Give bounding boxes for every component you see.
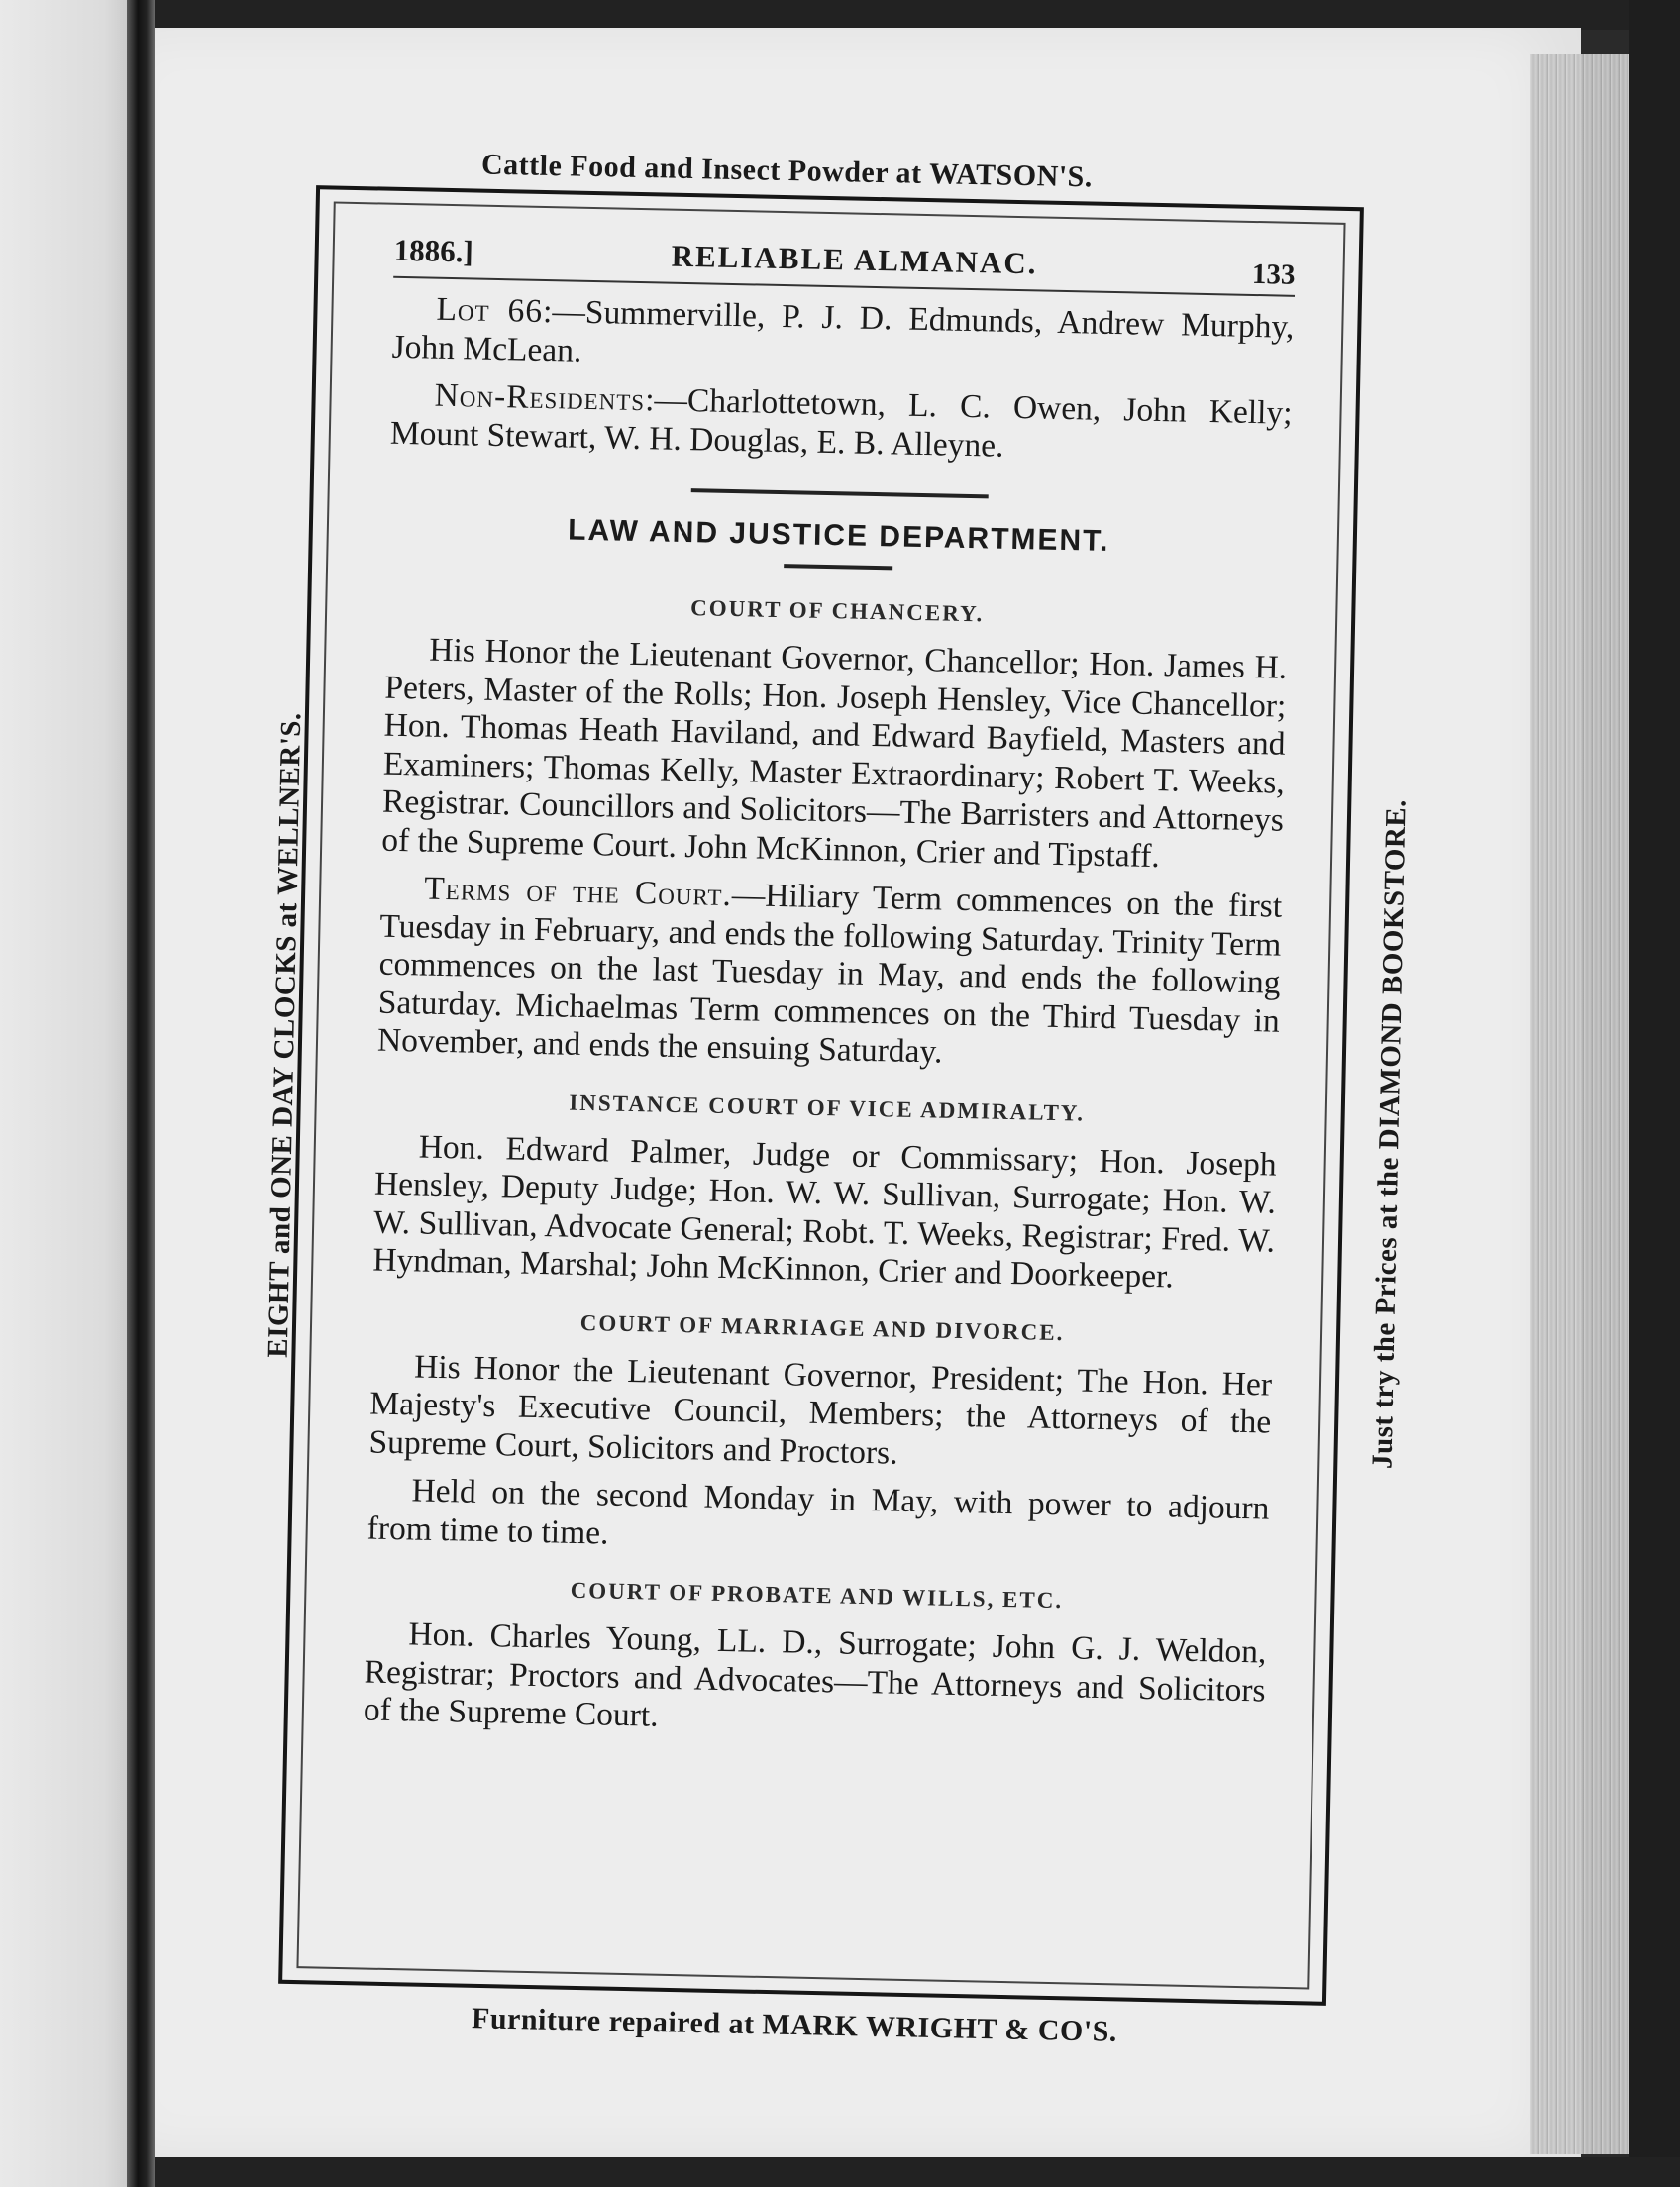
lot-66-lead: Lot 66 [436, 290, 544, 330]
non-residents-text: :—Charlottetown, L. C. Owen, John Kelly; Mount Stewart, W. H. Douglas, E. B. Alleyne. [389, 381, 1293, 465]
scan-border-top [155, 0, 1680, 30]
advert-top: Cattle Food and Insect Powder at WATSON'S. [480, 148, 1094, 194]
terms-text: —Hiliary Term commences on the first Tuesday in February, and ends the following Saturday. Trinity Term commences on the last Tuesday in May, and ends the following Saturday. Michaelmas Term commences on the Third Tuesday in November, and ends the ensuing Saturday. [376, 877, 1283, 1071]
terms-lead: Terms of the Court. [423, 870, 733, 914]
divider-rule [691, 488, 989, 498]
running-header [393, 225, 1296, 297]
department-title: LAW AND JUSTICE DEPARTMENT. [567, 513, 1110, 558]
non-residents-lead: Non-Residents [434, 376, 646, 419]
non-residents-paragraph [390, 376, 1293, 471]
vice-admiralty-heading: INSTANCE COURT OF VICE ADMIRALTY. [569, 1090, 1086, 1126]
advert-left: EIGHT and ONE DAY CLOCKS at WELLNER'S. [262, 711, 308, 1359]
advert-bottom: Furniture repaired at MARK WRIGHT & CO'S. [471, 2002, 1118, 2048]
marriage-held-paragraph: Held on the second Monday in May, with power to adjourn from time to time. [367, 1472, 1270, 1552]
chancery-heading: COURT OF CHANCERY. [689, 595, 985, 627]
probate-heading: COURT OF PROBATE AND WILLS, ETC. [570, 1577, 1064, 1614]
probate-paragraph: Hon. Charles Young, LL. D., Surrogate; John G. J. Weldon, Registrar; Proctors and Advocates—The Attorneys and Solicitors of the Supreme Court. [363, 1615, 1267, 1734]
terms-paragraph [377, 870, 1283, 1080]
short-divider-rule [784, 564, 892, 570]
advert-right: Just try the Prices at the DIAMOND BOOKSTORE. [1366, 798, 1413, 1470]
header-title: RELIABLE ALMANAC. [671, 238, 1038, 281]
book-spine [127, 0, 155, 2187]
scan-border-right [1629, 0, 1680, 2187]
page-content [296, 201, 1345, 1989]
page-number: 133 [1251, 258, 1296, 291]
lot-66-paragraph [391, 290, 1294, 385]
page-edges [1530, 54, 1629, 2154]
lot-66-text: :—Summerville, P. J. D. Edmunds, Andrew Murphy, John McLean. [391, 292, 1295, 369]
scan-border-bottom [155, 2157, 1680, 2187]
marriage-divorce-heading: COURT OF MARRIAGE AND DIVORCE. [579, 1309, 1065, 1345]
chancery-paragraph: His Honor the Lieutenant Governor, Chancellor; Hon. James H. Peters, Master of the Rolls; Hon. Joseph Hensley, Vice Chancellor; Hon. Thomas Heath Haviland, and Edward Bayfield, Masters and Examiners; Thomas Kelly, Master Extraordinary; Robert T. Weeks, Registrar. Councillors and Solicitors—The Barristers and Attorneys of the Supreme Court. John McKinnon, Crier and Tipstaff. [380, 631, 1288, 875]
marriage-divorce-paragraph: His Honor the Lieutenant Governor, President; The Hon. Her Majesty's Executive Council, Members; the Attorneys of the Supreme Court, Solicitors and Proctors. [368, 1347, 1273, 1472]
vice-admiralty-paragraph: Hon. Edward Palmer, Judge or Commissary; Hon. Joseph Hensley, Deputy Judge; Hon. W. W. Sullivan, Surrogate; Hon. W. W. Sullivan, Advocate General; Robt. T. Weeks, Registrar; Fred. W. Hyndman, Marshal; John McKinnon, Crier and Doorkeeper. [372, 1128, 1278, 1296]
page-frame [278, 185, 1364, 2006]
header-year: 1886.] [393, 232, 474, 269]
